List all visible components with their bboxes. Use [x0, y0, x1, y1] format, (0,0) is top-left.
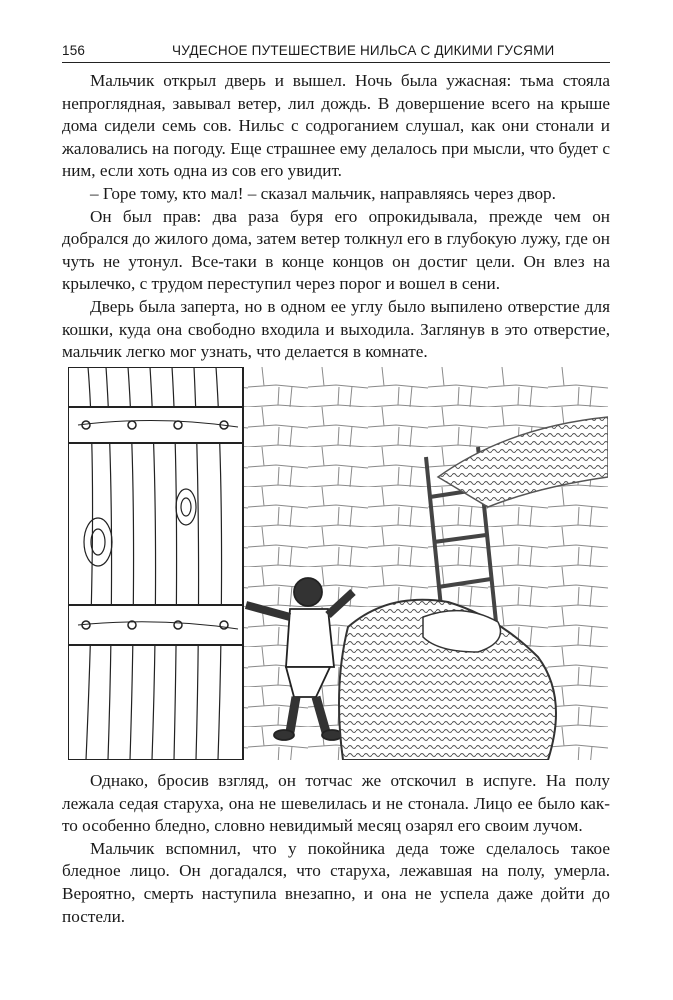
running-title: ЧУДЕСНОЕ ПУТЕШЕСТВИЕ НИЛЬСА С ДИКИМИ ГУСЯМИ	[172, 43, 555, 58]
text-block-top	[62, 70, 610, 364]
paragraph: Дверь была заперта, но в одном ее углу было выпилено отверстие для кошки, куда она свободно входила и выходила. Заглянув в это отверстие, мальчик легко мог узнать, что делается в комнате.	[62, 296, 610, 362]
paragraph: Однако, бросив взгляд, он тотчас же отскочил в испуге. На полу лежала седая старуха, она не шевелилась и не стонала. Лицо ее было как-то особенно бледно, словно невидимый месяц озарял его своим лучом.	[62, 771, 610, 836]
paragraph: Он был прав: два раза буря его опрокидывала, прежде чем он добрался до жилого дома, затем ветер толкнул его в глубокую лужу, где он чуть не утонул. Все-таки в конце концов он достиг цели. Он влез на крылечко, с трудом переступил через порог и вошел в сени.	[62, 206, 610, 294]
paragraph: Мальчик вспомнил, что у покойника деда тоже сделалось такое бледное лицо. Он догадался, что старуха, лежавшая на полу, умерла. Вероятно, смерть наступила внезапно, и она не успела даже дойти до постели.	[62, 838, 610, 926]
wooden-door	[68, 367, 243, 760]
running-header	[62, 40, 610, 63]
paragraph: – Горе тому, кто мал! – сказал мальчик, направляясь через двор.	[90, 183, 556, 203]
page-number: 156	[62, 43, 86, 58]
text-block-bottom	[62, 770, 610, 928]
paragraph: Мальчик открыл дверь и вышел. Ночь была ужасная: тьма стояла непроглядная, завывал ветер, лил дождь. В довершение всего на крыше дома сидели семь сов. Нильс с содроганием слушал, как они стонали и жаловались на погоду. Еще страшнее ему делалось при мысли, что будет с ним, если хоть одна из сов его увидит.	[62, 71, 610, 181]
illustration	[68, 367, 608, 760]
